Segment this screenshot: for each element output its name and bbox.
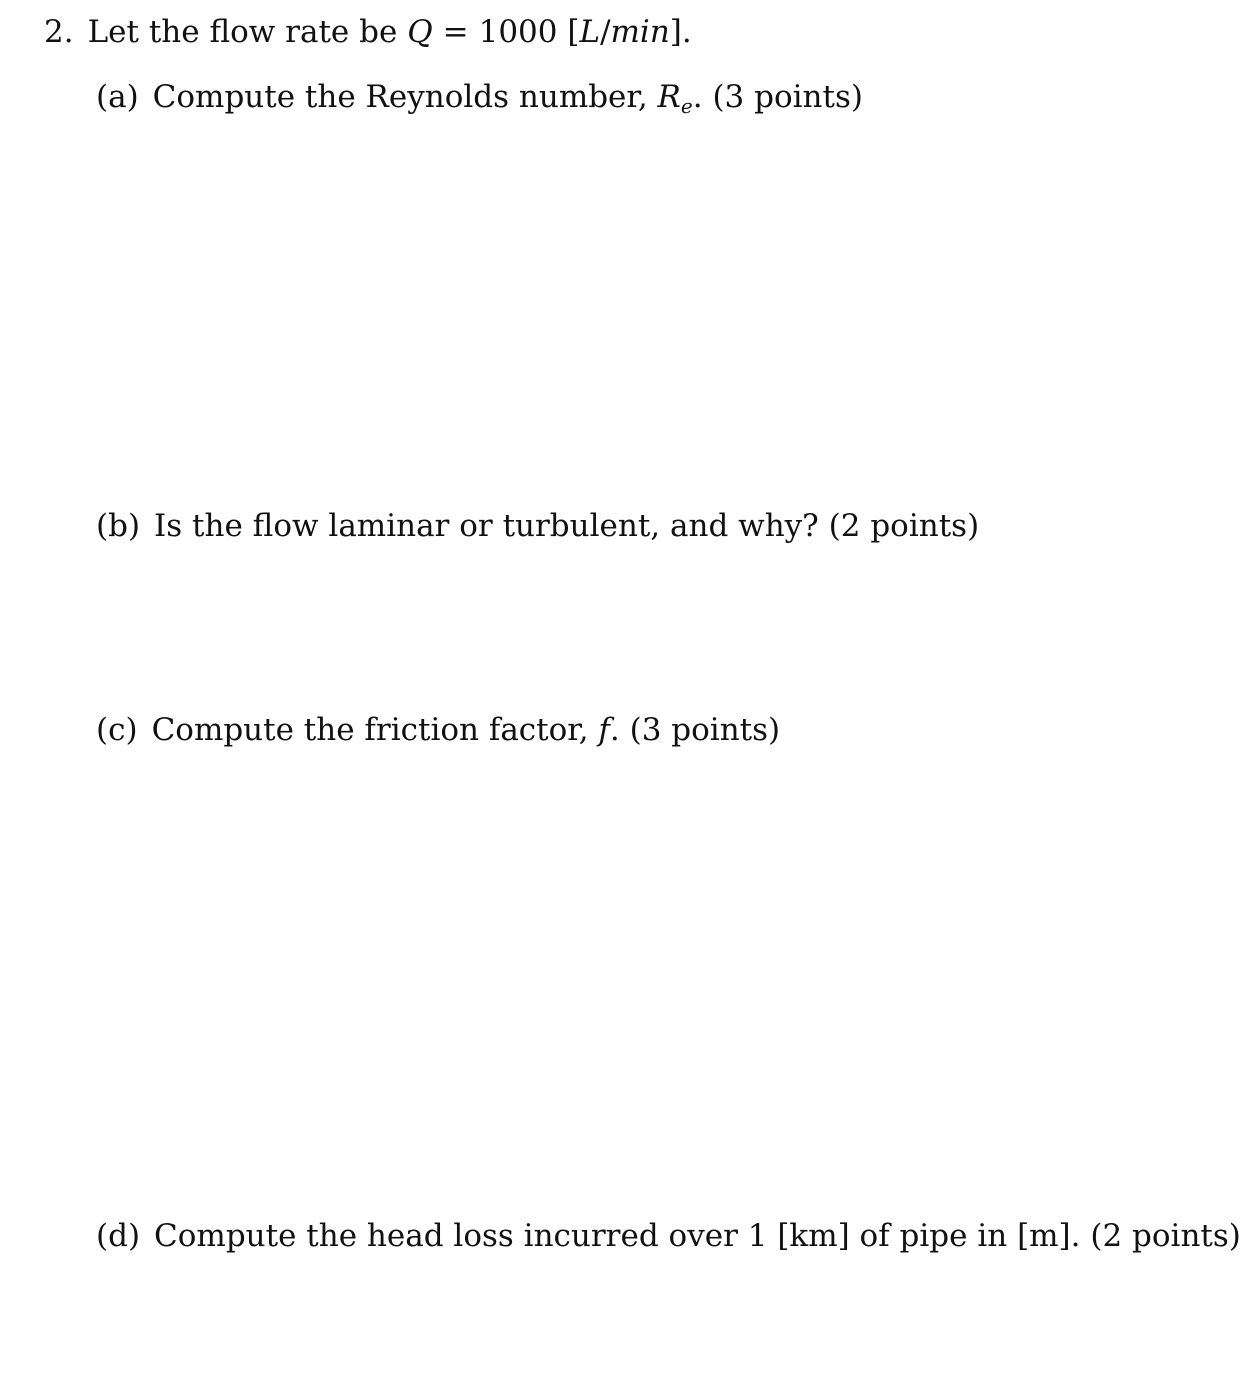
unit-close-bracket: ]. [669,14,692,50]
part-c-period: . [609,712,620,748]
part-b-label: (b) [96,508,141,544]
flow-rate-variable: Q [407,14,433,50]
unit-minutes: min [610,14,670,50]
part-b-text: Is the flow laminar or turbulent, and why? [154,508,819,544]
part-c-label: (c) [96,712,138,748]
part-d-text: Compute the head loss incurred over 1 [km] of pipe in [m]. [154,1218,1081,1254]
problem-intro: Let the flow rate be [87,14,398,50]
reynolds-symbol: R [657,79,681,115]
reynolds-subscript: e [680,94,693,118]
unit-slash: / [600,14,611,50]
part-a [96,77,863,126]
part-c-text: Compute the friction factor, [151,712,589,748]
problem-statement [44,12,692,52]
part-d-label: (d) [96,1218,141,1254]
part-b [96,506,979,546]
friction-factor-symbol: f [598,712,610,748]
part-a-points: (3 points) [712,79,863,115]
part-a-text: Compute the Reynolds number, [152,79,648,115]
part-d [96,1216,1241,1256]
unit-open-bracket: [ [567,14,580,50]
part-c-points: (3 points) [629,712,781,748]
problem-number: 2. [44,14,74,50]
equals-sign: = [442,14,469,50]
part-a-label: (a) [96,79,139,115]
part-a-period: . [692,79,703,115]
part-c [96,710,780,750]
part-d-points: (2 points) [1090,1218,1241,1254]
unit-liters: L [579,14,601,50]
part-b-points: (2 points) [828,508,980,544]
flow-rate-value: 1000 [478,14,558,50]
